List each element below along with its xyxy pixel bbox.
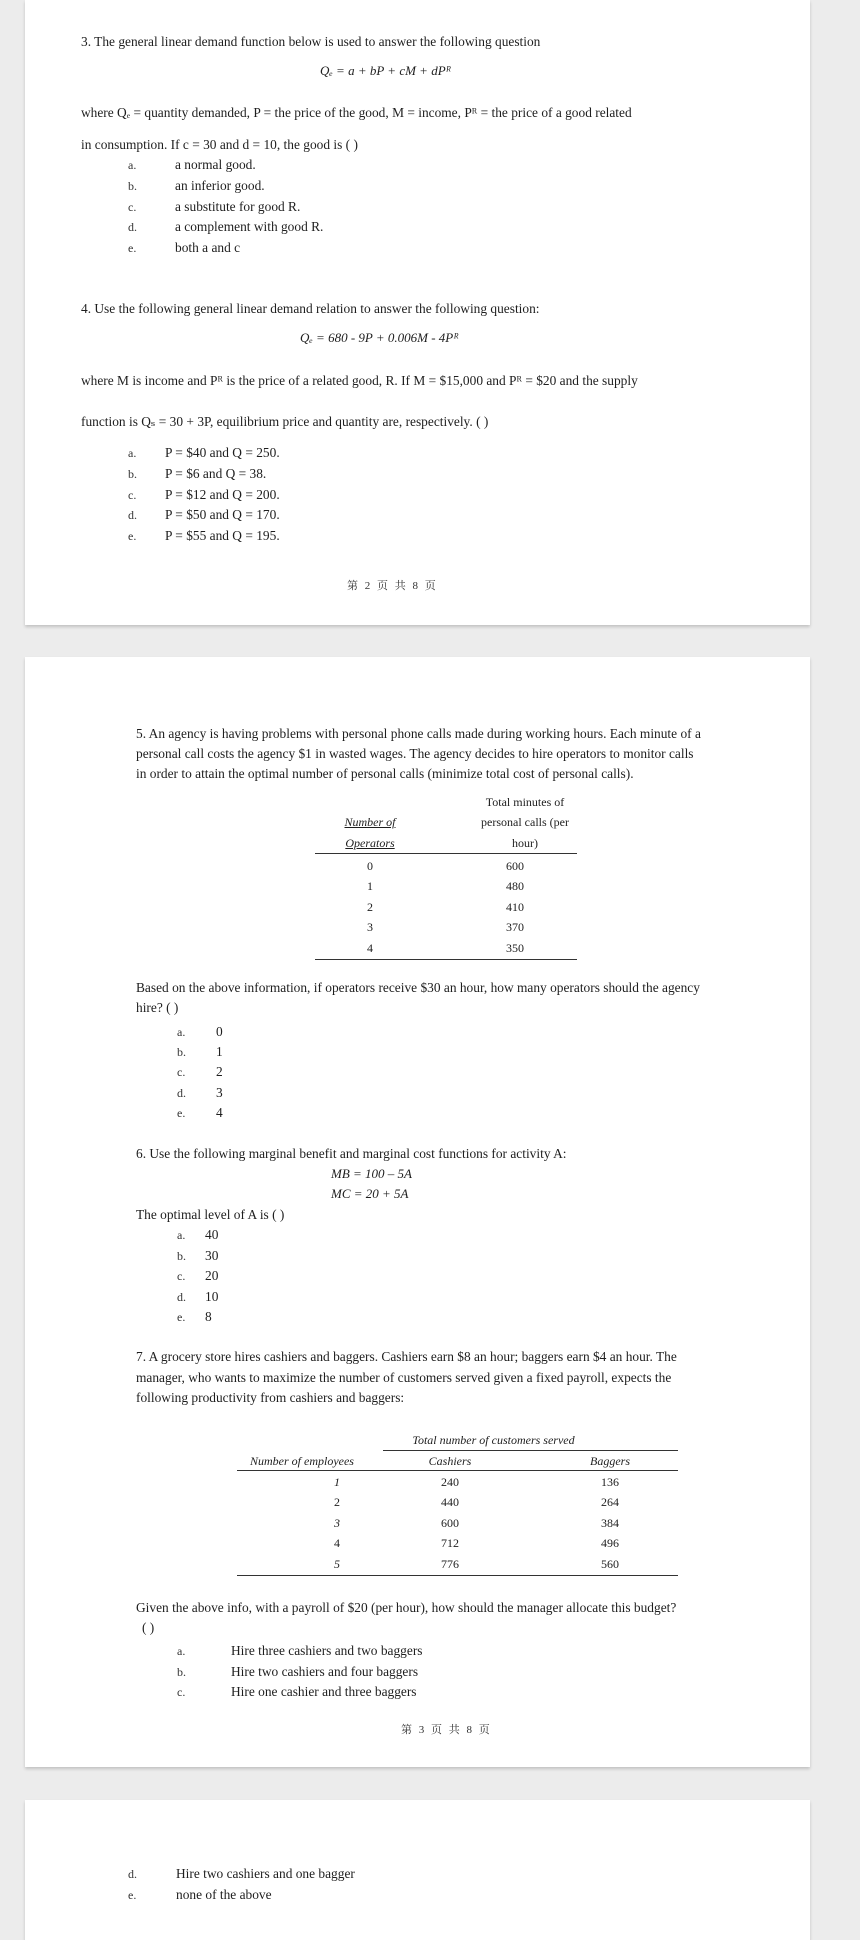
- q5-table-header-minutes: Total minutes of: [485, 795, 565, 809]
- q6-option-text[interactable]: 8: [205, 1309, 212, 1324]
- q5-table-header-operators: Number of: [344, 815, 396, 829]
- q5-stem-line: personal call costs the agency $1 in wasted wages. The agency decides to hire operators to monitor calls: [136, 746, 694, 761]
- q7-option-letter[interactable]: b.: [177, 1665, 186, 1679]
- q5-table-header-minutes: personal calls (per: [481, 815, 569, 829]
- q7-table-cell: 712: [441, 1536, 459, 1550]
- q5-table-header-operators: Operators: [345, 836, 395, 850]
- q7-option-letter[interactable]: e.: [128, 1888, 137, 1902]
- q5-option-letter[interactable]: e.: [177, 1106, 186, 1120]
- q6-option-text[interactable]: 30: [205, 1248, 219, 1263]
- q7-option-letter[interactable]: d.: [128, 1867, 137, 1881]
- q3-option-text[interactable]: a normal good.: [175, 157, 256, 172]
- q5-question-line: hire? ( ): [136, 1000, 179, 1015]
- q5-option-text[interactable]: 3: [216, 1085, 223, 1100]
- q6-option-letter[interactable]: d.: [177, 1290, 186, 1304]
- q3-option-text[interactable]: a complement with good R.: [175, 219, 324, 234]
- q4-option-text[interactable]: P = $12 and Q = 200.: [165, 487, 280, 502]
- q6-option-letter[interactable]: a.: [177, 1228, 186, 1242]
- q6-option-letter[interactable]: e.: [177, 1310, 186, 1324]
- q5-option-letter[interactable]: d.: [177, 1086, 186, 1100]
- q7-question-line: Given the above info, with a payroll of $20 (per hour), how should the manager allocate this budget?: [136, 1600, 677, 1615]
- q3-equation: Qₑ = a + bP + cM + dPᴿ: [320, 63, 452, 78]
- q5-option-text[interactable]: 0: [216, 1024, 223, 1039]
- q5-option-text[interactable]: 4: [216, 1105, 223, 1120]
- q4-supply-line: function is Qₛ = 30 + 3P, equilibrium price and quantity are, respectively. ( ): [81, 414, 489, 429]
- q7-table-cell: 240: [441, 1475, 459, 1489]
- q7-stem-line: 7. A grocery store hires cashiers and baggers. Cashiers earn $8 an hour; baggers earn $4 an hour. The: [136, 1349, 677, 1364]
- q6-option-letter[interactable]: c.: [177, 1269, 186, 1283]
- q7-table-bottom-rule: [237, 1575, 678, 1576]
- q4-equation: Qₑ = 680 - 9P + 0.006M - 4Pᴿ: [300, 330, 459, 345]
- q5-table-cell: 1: [367, 879, 373, 893]
- q5-stem-line: 5. An agency is having problems with personal phone calls made during working hours. Each minute of a: [136, 726, 701, 741]
- q7-table-cell: 384: [601, 1516, 619, 1530]
- q5-table-cell: 600: [506, 859, 524, 873]
- q7-table-cell: 560: [601, 1557, 619, 1571]
- q7-question-line: ( ): [142, 1620, 155, 1635]
- q7-option-text[interactable]: Hire one cashier and three baggers: [231, 1684, 417, 1699]
- q7-table-cell: 3: [334, 1516, 340, 1530]
- q4-option-letter[interactable]: e.: [128, 529, 137, 543]
- q5-table-cell: 370: [506, 920, 524, 934]
- q7-table-header: Cashiers: [428, 1454, 472, 1468]
- q3-option-letter[interactable]: e.: [128, 241, 137, 255]
- q4-option-letter[interactable]: a.: [128, 446, 137, 460]
- q6-mc-equation: MC = 20 + 5A: [331, 1186, 409, 1201]
- q3-stem: 3. The general linear demand function below is used to answer the following question: [81, 34, 541, 49]
- q7-table-cell: 600: [441, 1516, 459, 1530]
- q7-table-group-rule: [383, 1450, 678, 1451]
- q3-consumption-line: in consumption. If c = 30 and d = 10, the good is ( ): [81, 137, 358, 152]
- q5-table-cell: 480: [506, 879, 524, 893]
- q3-option-letter[interactable]: c.: [128, 200, 137, 214]
- q6-option-text[interactable]: 10: [205, 1289, 219, 1304]
- q6-option-letter[interactable]: b.: [177, 1249, 186, 1263]
- q7-table-header: Number of employees: [250, 1454, 354, 1468]
- q7-table-header-rule: [237, 1470, 678, 1471]
- q7-table-group-header: Total number of customers served: [412, 1433, 575, 1447]
- q7-option-text[interactable]: none of the above: [176, 1887, 272, 1902]
- q4-option-letter[interactable]: c.: [128, 488, 137, 502]
- q6-stem: 6. Use the following marginal benefit and marginal cost functions for activity A:: [136, 1146, 567, 1161]
- q5-option-text[interactable]: 2: [216, 1064, 223, 1079]
- page-footer: 第 2 页 共 8 页: [347, 580, 438, 592]
- q4-option-text[interactable]: P = $6 and Q = 38.: [165, 466, 267, 481]
- q4-option-text[interactable]: P = $50 and Q = 170.: [165, 507, 280, 522]
- q7-stem-line: manager, who wants to maximize the number of customers served given a fixed payroll, expects the: [136, 1370, 672, 1385]
- q5-table-cell: 410: [506, 900, 524, 914]
- q5-question-line: Based on the above information, if operators receive $30 an hour, how many operators should the agency: [136, 980, 700, 995]
- q3-where-line: where Qₑ = quantity demanded, P = the price of the good, M = income, Pᴿ = the price of a good related: [81, 105, 632, 120]
- q4-option-letter[interactable]: b.: [128, 467, 137, 481]
- q6-question: The optimal level of A is ( ): [136, 1207, 285, 1222]
- q3-option-text[interactable]: a substitute for good R.: [175, 199, 301, 214]
- q6-mb-equation: MB = 100 – 5A: [331, 1166, 412, 1181]
- q5-stem-line: in order to attain the optimal number of personal calls (minimize total cost of personal calls).: [136, 766, 634, 781]
- q3-option-text[interactable]: both a and c: [175, 240, 241, 255]
- q4-option-text[interactable]: P = $55 and Q = 195.: [165, 528, 280, 543]
- q7-table-cell: 2: [334, 1495, 340, 1509]
- q5-table-bottom-rule: [315, 959, 577, 960]
- q6-option-text[interactable]: 20: [205, 1268, 219, 1283]
- q5-table-cell: 0: [367, 859, 373, 873]
- q5-table-cell: 3: [367, 920, 373, 934]
- q7-table-cell: 440: [441, 1495, 459, 1509]
- q7-table-header: Baggers: [590, 1454, 630, 1468]
- q3-option-letter[interactable]: a.: [128, 158, 137, 172]
- q7-table-cell: 1: [334, 1475, 340, 1489]
- q5-table-header-rule: [315, 853, 577, 854]
- q7-table-cell: 496: [601, 1536, 619, 1550]
- page-footer: 第 3 页 共 8 页: [401, 1724, 492, 1736]
- q7-table-cell: 264: [601, 1495, 619, 1509]
- q4-option-text[interactable]: P = $40 and Q = 250.: [165, 445, 280, 460]
- q5-option-letter[interactable]: b.: [177, 1045, 186, 1059]
- q5-table-cell: 4: [367, 941, 373, 955]
- q5-option-letter[interactable]: a.: [177, 1025, 186, 1039]
- q3-option-letter[interactable]: d.: [128, 220, 137, 234]
- q3-option-text[interactable]: an inferior good.: [175, 178, 265, 193]
- q5-option-text[interactable]: 1: [216, 1044, 223, 1059]
- q7-table-cell: 776: [441, 1557, 459, 1571]
- q5-option-letter[interactable]: c.: [177, 1065, 186, 1079]
- page-2-sheet: [25, 0, 810, 625]
- q6-option-text[interactable]: 40: [205, 1227, 219, 1242]
- q4-stem: 4. Use the following general linear demand relation to answer the following question:: [81, 301, 540, 316]
- q3-option-letter[interactable]: b.: [128, 179, 137, 193]
- q4-option-letter[interactable]: d.: [128, 508, 137, 522]
- page-3-sheet: [25, 657, 810, 1767]
- q7-table-cell: 5: [334, 1557, 340, 1571]
- q5-table-header-minutes: hour): [512, 836, 538, 850]
- q7-option-text[interactable]: Hire two cashiers and one bagger: [176, 1866, 355, 1881]
- q7-option-text[interactable]: Hire two cashiers and four baggers: [231, 1664, 419, 1679]
- q4-where-line: where M is income and Pᴿ is the price of a related good, R. If M = $15,000 and Pᴿ = $20 and the supply: [81, 373, 638, 388]
- q7-table-cell: 136: [601, 1475, 619, 1489]
- q7-option-letter[interactable]: c.: [177, 1685, 186, 1699]
- q7-table-cell: 4: [334, 1536, 340, 1550]
- q7-stem-line: following productivity from cashiers and baggers:: [136, 1390, 405, 1405]
- q7-option-text[interactable]: Hire three cashiers and two baggers: [231, 1643, 423, 1658]
- q5-table-cell: 350: [506, 941, 524, 955]
- page-4-sheet: [25, 1800, 810, 1940]
- q7-option-letter[interactable]: a.: [177, 1644, 186, 1658]
- q5-table-cell: 2: [367, 900, 373, 914]
